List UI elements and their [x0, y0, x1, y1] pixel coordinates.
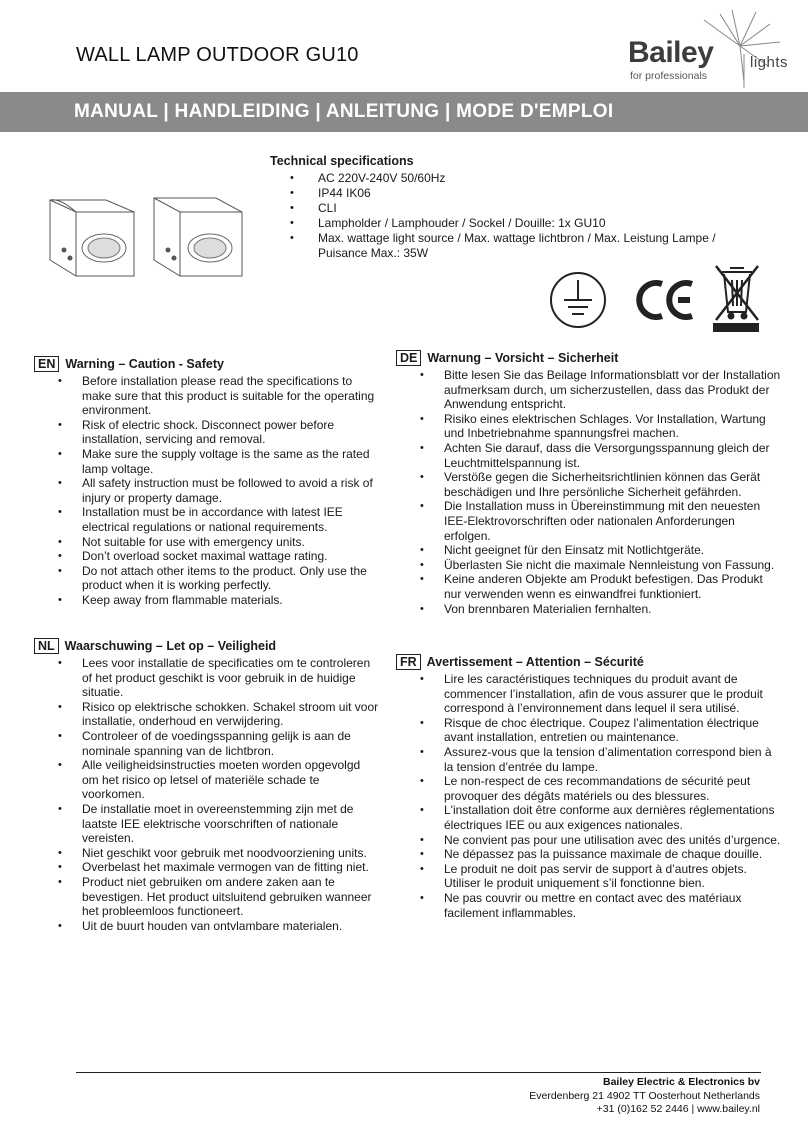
warning-item: • Ne pas couvrir ou mettre en contact avec des matériaux facilement inflammables.	[396, 891, 781, 920]
warning-item: • De installatie moet in overeenstemming zijn met de laatste IEE elektrische voorschriften of nationale vereisten.	[34, 802, 379, 846]
warning-item: • Not suitable for use with emergency units.	[34, 535, 379, 550]
section-title: Waarschuwing – Let op – Veiligheid	[64, 638, 277, 653]
warning-item: • Overbelast het maximale vermogen van de fitting niet.	[34, 860, 379, 875]
language-code-badge: DE	[396, 350, 421, 366]
warning-item: • Don’t overload socket maximal wattage rating.	[34, 549, 379, 564]
spec-item: • CLI	[270, 201, 740, 216]
warning-item: • Make sure the supply voltage is the same as the rated lamp voltage.	[34, 447, 379, 476]
warning-item: • Assurez-vous que la tension d’alimentation correspond bien à la tension d’entrée du lampe.	[396, 745, 781, 774]
warning-item: • Nicht geeignet für den Einsatz mit Notlichtgeräte.	[396, 543, 781, 558]
warning-item: • Achten Sie darauf, dass die Versorgungsspannung gleich der Leuchtmittelspannung ist.	[396, 441, 781, 470]
technical-specifications	[270, 154, 740, 261]
warning-item: • Controleer of de voedingsspanning gelijk is aan de nominale spanning van de lichtbron.	[34, 729, 379, 758]
warning-item: • Risiko eines elektrischen Schlages. Vor Installation, Wartung und Inbetriebnahme spannungsfrei machen.	[396, 412, 781, 441]
logo-lights: lights	[750, 54, 789, 71]
section-heading	[34, 638, 379, 654]
protective-earth-icon	[551, 273, 605, 327]
warning-item: • Before installation please read the specifications to make sure that this product is suitable for the operating environment.	[34, 374, 379, 418]
warning-item: • L'installation doit être conforme aux dernières réglementations électriques IEE ou aux exigences nationales.	[396, 803, 781, 832]
spec-item: • Max. wattage light source / Max. wattage lichtbron / Max. Leistung Lampe / Puisance Max.: 35W	[270, 231, 740, 261]
section-heading	[34, 356, 379, 372]
warning-item: • Risk of electric shock. Disconnect power before installation, servicing and removal.	[34, 418, 379, 447]
warning-item: • Risque de choc électrique. Coupez l’alimentation électrique avant installation, entretien ou maintenance.	[396, 716, 781, 745]
spec-item: • AC 220V-240V 50/60Hz	[270, 171, 740, 186]
warning-list	[34, 374, 379, 608]
warning-item: • Ne convient pas pour une utilisation avec des unités d’urgence.	[396, 833, 781, 848]
warning-item: • Lees voor installatie de specificaties om te controleren of het product geschikt is voor gebruik in de huidige situatie.	[34, 656, 379, 700]
section-heading	[396, 350, 781, 366]
warning-item: • Le non-respect de ces recommandations de sécurité peut provoquer des dégâts matériels ou des blessures.	[396, 774, 781, 803]
warning-item: • Keep away from flammable materials.	[34, 593, 379, 608]
warning-item: • Überlasten Sie nicht die maximale Nennleistung von Fassung.	[396, 558, 781, 573]
section-title: Warnung – Vorsicht – Sicherheit	[427, 350, 619, 365]
warning-item: • Lire les caractéristiques techniques du produit avant de commencer l’installation, afin de vous assurer que le produit correspond à l’environnement dans lequel il sera utilisé.	[396, 672, 781, 716]
safety-section-nl	[34, 638, 379, 933]
safety-section-fr	[396, 654, 781, 920]
warning-item: • Von brennbaren Materialien fernhalten.	[396, 602, 781, 617]
section-title: Warning – Caution - Safety	[65, 356, 224, 371]
footer-divider	[76, 1072, 761, 1073]
manual-banner	[0, 92, 808, 132]
warning-item: • Product niet gebruiken om andere zaken aan te bevestigen. Het product uitsluitend gebruiken wanneer het probleemloos functioneert.	[34, 875, 379, 919]
specs-list	[270, 171, 740, 261]
warning-item: • Bitte lesen Sie das Beilage Informationsblatt vor der Installation aufmerksam durch, um sicherzustellen, dass das Produkt der Anwendung entspricht.	[396, 368, 781, 412]
warning-list	[396, 368, 781, 616]
warning-item: • Le produit ne doit pas servir de support à d’autres objets. Utiliser le produit uniquement s’il fonctionne bien.	[396, 862, 781, 891]
specs-title: Technical specifications	[270, 154, 414, 168]
language-code-badge: NL	[34, 638, 59, 654]
footer-company: Bailey Electric & Electronics bv	[603, 1076, 760, 1088]
banner-text: MANUAL | HANDLEIDING | ANLEITUNG | MODE D'EMPLOI	[74, 101, 614, 122]
section-title: Avertissement – Attention – Sécurité	[426, 654, 644, 669]
safety-section-de	[396, 350, 781, 616]
logo-tagline: for professionals	[630, 70, 708, 82]
safety-section-en	[34, 356, 379, 608]
warning-item: • Keine anderen Objekte am Produkt befestigen. Das Produkt nur verwenden wenn es einwandfrei funktioniert.	[396, 572, 781, 601]
footer-contact: +31 (0)162 52 2446 | www.bailey.nl	[596, 1103, 760, 1115]
lamp-illustration	[46, 190, 256, 290]
logo-brand: Bailey	[628, 36, 714, 69]
warning-item: • Verstöße gegen die Sicherheitsrichtlinien können das Gerät beschädigen und Ihre persönliche Sicherheit gefährden.	[396, 470, 781, 499]
spec-item: • IP44 IK06	[270, 186, 740, 201]
bailey-logo	[620, 10, 800, 90]
warning-item: • Niet geschikt voor gebruik met noodvoorziening units.	[34, 846, 379, 861]
warning-item: • Risico op elektrische schokken. Schakel stroom uit voor installatie, onderhoud en verwijdering.	[34, 700, 379, 729]
warning-item: • Alle veiligheidsinstructies moeten worden opgevolgd om het risico op letsel of materiële schade te voorkomen.	[34, 758, 379, 802]
warning-item: • Uit de buurt houden van ontvlambare materialen.	[34, 919, 379, 934]
warning-list	[396, 672, 781, 920]
weee-bin-icon	[714, 266, 758, 331]
warning-list	[34, 656, 379, 933]
warning-item: • Do not attach other items to the product. Only use the product when it is working perfectly.	[34, 564, 379, 593]
certification-symbols	[550, 260, 760, 335]
language-code-badge: FR	[396, 654, 421, 670]
section-heading	[396, 654, 781, 670]
spec-item: • Lampholder / Lamphouder / Sockel / Douille: 1x GU10	[270, 216, 740, 231]
footer	[529, 1076, 760, 1117]
footer-address: Everdenberg 21 4902 TT Oosterhout Netherlands	[529, 1089, 760, 1102]
warning-item: • Installation must be in accordance with latest IEE electrical regulations or national requirements.	[34, 505, 379, 534]
warning-item: • Ne dépassez pas la puissance maximale de chaque douille.	[396, 847, 781, 862]
warning-item: • Die Installation muss in Übereinstimmung mit den neuesten IEE-Elektrovorschriften oder nationalen Anforderungen erfolgen.	[396, 499, 781, 543]
ce-mark-icon	[639, 283, 692, 317]
warning-item: • All safety instruction must be followed to avoid a risk of injury or property damage.	[34, 476, 379, 505]
language-code-badge: EN	[34, 356, 59, 372]
product-title: WALL LAMP OUTDOOR GU10	[76, 44, 359, 66]
